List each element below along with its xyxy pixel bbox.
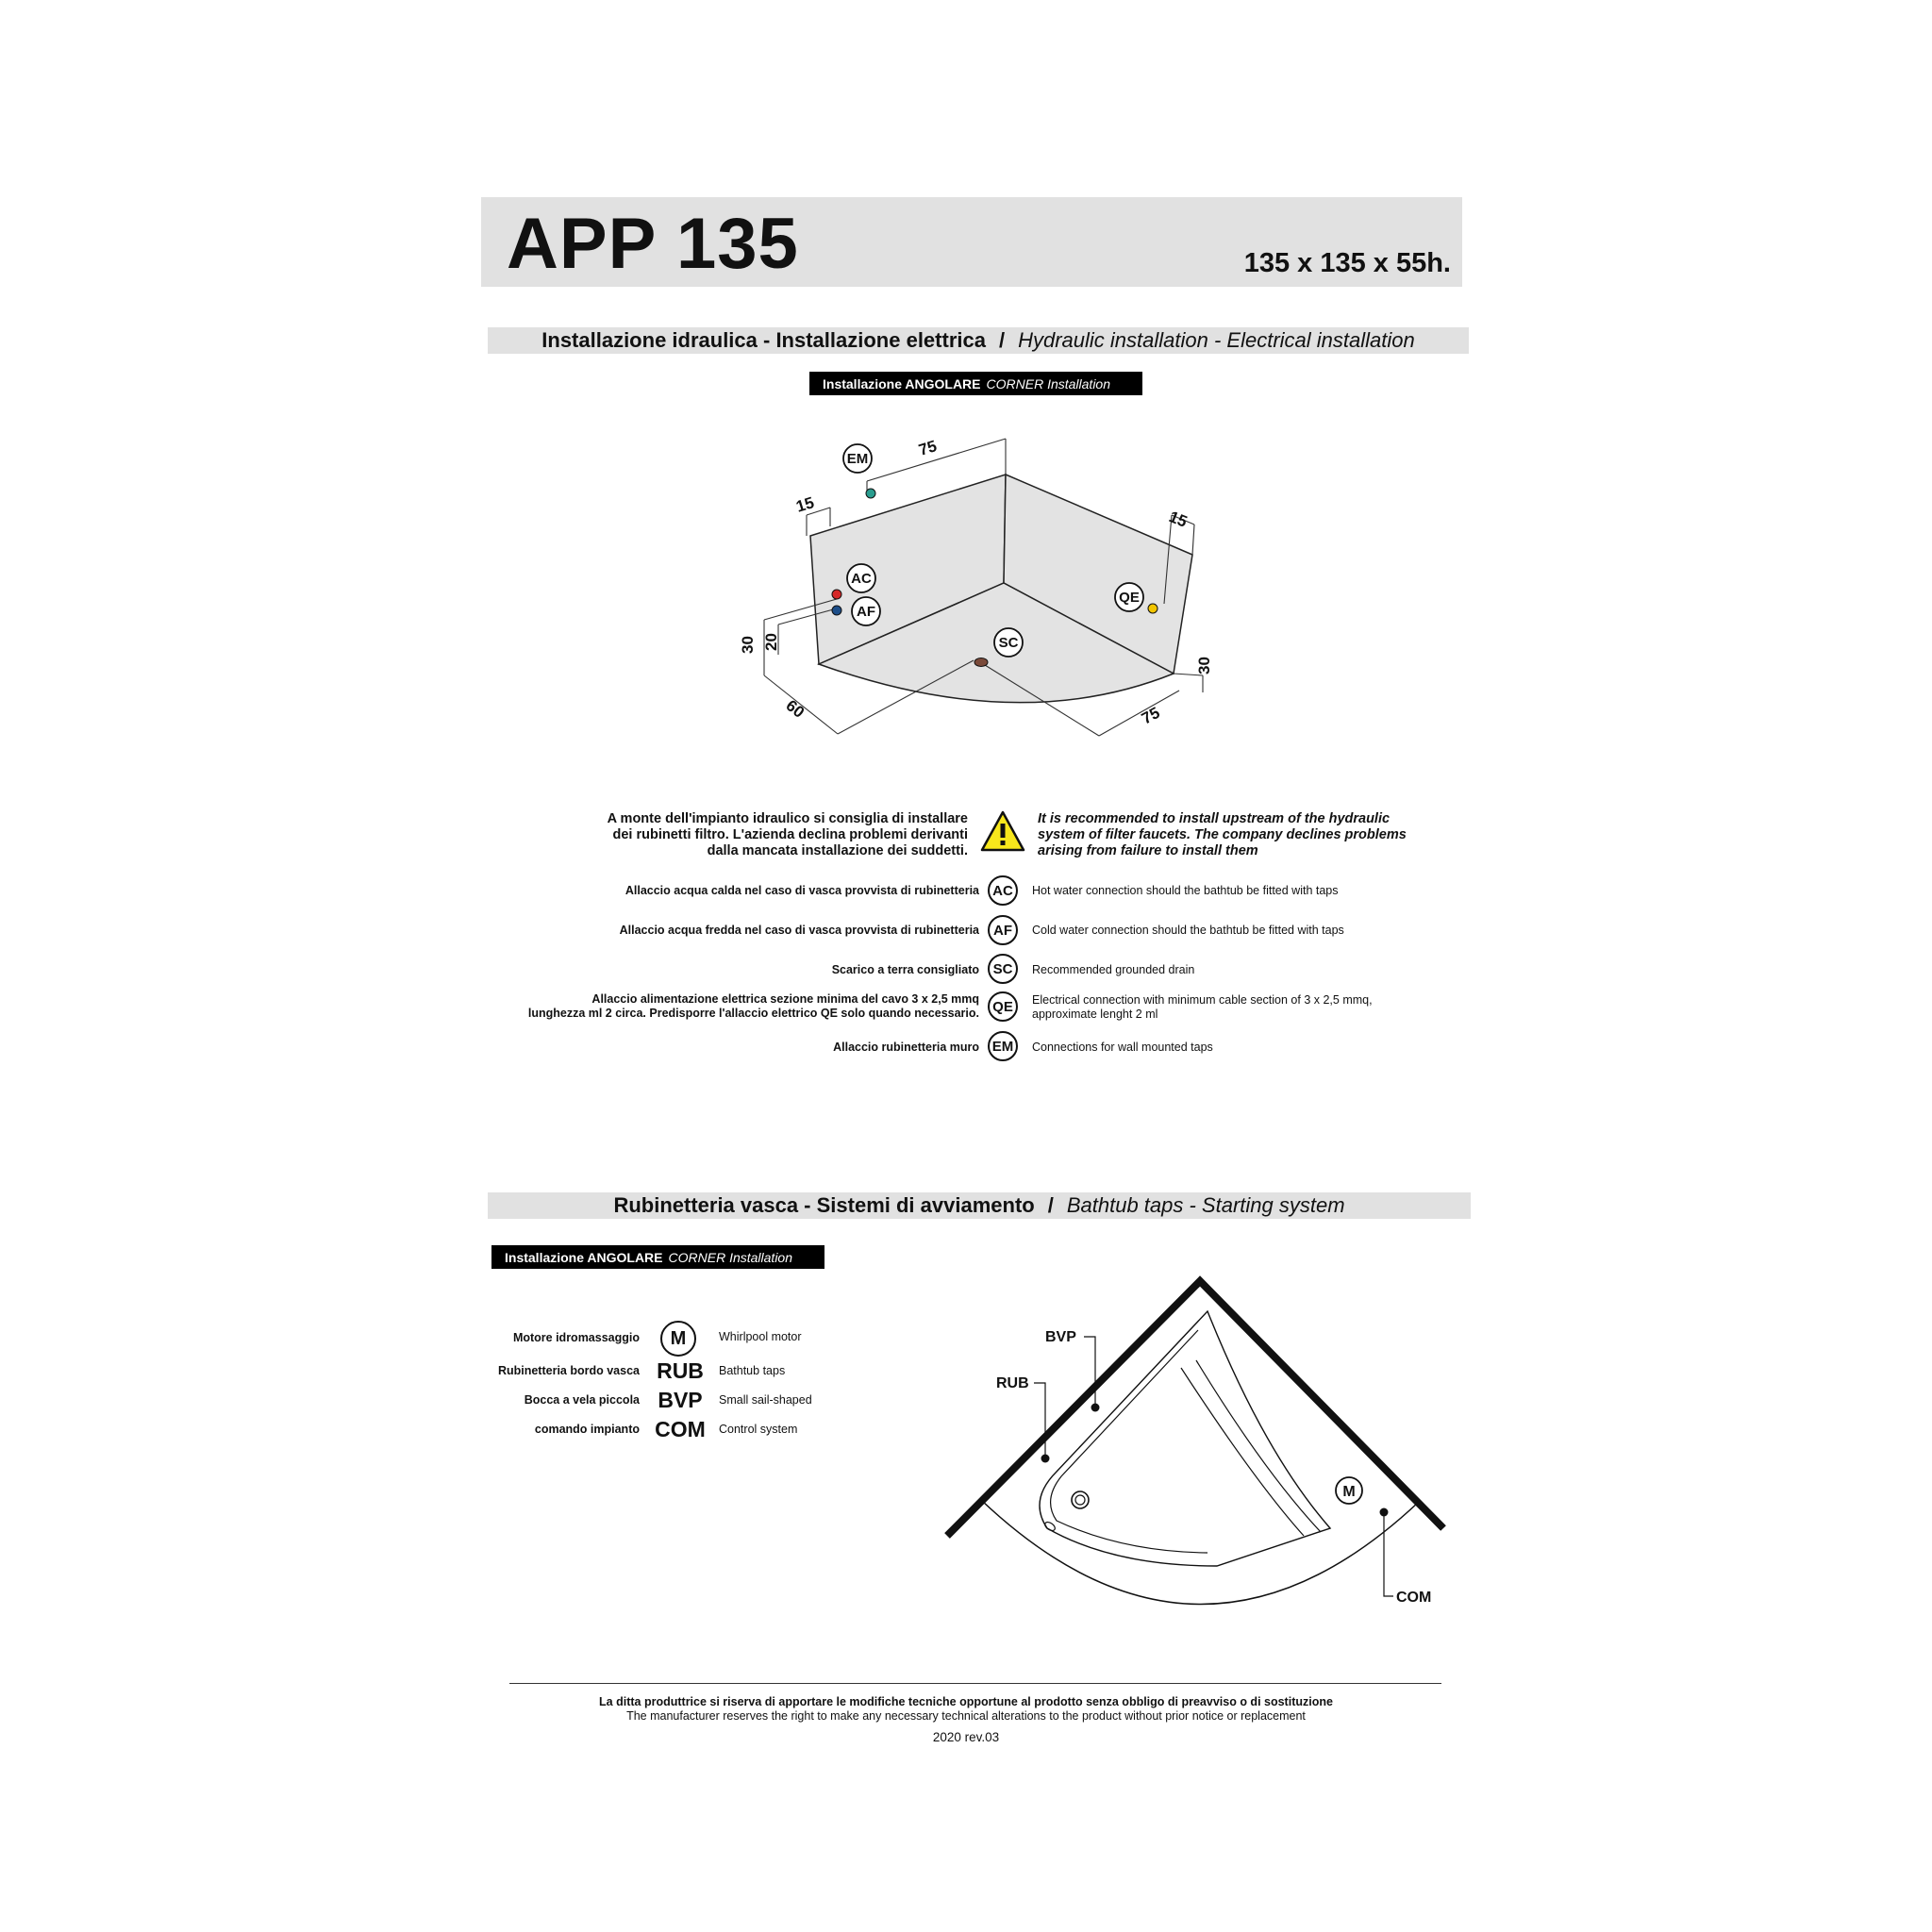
- taps-motor-bubble: M: [660, 1321, 696, 1357]
- bathtub-top-view: [934, 1264, 1462, 1613]
- dim-30-left: 30: [739, 636, 757, 654]
- taps-com-code: COM: [655, 1417, 706, 1441]
- af-label: AF: [857, 604, 875, 620]
- legend-af-it: Allaccio acqua fredda nel caso di vasca provvista di rubinetteria: [619, 924, 979, 937]
- footer-revision: 2020 rev.03: [932, 1730, 1000, 1744]
- dim-60-bottom: 60: [782, 696, 808, 722]
- qe-label: QE: [1119, 590, 1140, 606]
- section2-title-it: Rubinetteria vasca - Sistemi di avviamento: [613, 1193, 1035, 1217]
- tub-basin-inner: [1051, 1330, 1208, 1553]
- legend-qe-en-line: Electrical connection with minimum cable section of 3 x 2,5 mmq,: [1032, 993, 1373, 1007]
- footer-disclaimer-it: La ditta produttrice si riserva di apportare le modifiche tecniche opportune al prodotto senza obbligo di preavviso o di sostituzione: [599, 1695, 1333, 1708]
- tag-it: Installazione ANGOLARE: [823, 375, 981, 391]
- bvp-label: BVP: [1045, 1329, 1076, 1345]
- section2-separator: /: [1047, 1193, 1054, 1217]
- ac-point: [832, 590, 841, 599]
- warning-it-line: dalla mancata installazione dei suddetti.: [707, 843, 968, 858]
- legend-ac-bubble: AC: [988, 875, 1018, 906]
- af-point: [832, 606, 841, 615]
- warning-text-en: [1038, 811, 1453, 859]
- warning-en-line: system of filter faucets. The company declines problems: [1038, 827, 1407, 842]
- drain-icon: [1072, 1491, 1089, 1508]
- warning-en-line: It is recommended to install upstream of the hydraulic: [1038, 811, 1391, 826]
- dim-15-right: 15: [1166, 508, 1191, 531]
- footer-disclaimer-en: The manufacturer reserves the right to make any necessary technical alterations to the product without prior notice or replacement: [626, 1709, 1306, 1723]
- legend-qe-it-line: Allaccio alimentazione elettrica sezione minima del cavo 3 x 2,5 mmq: [591, 992, 979, 1006]
- taps-motor-it: Motore idromassaggio: [512, 1331, 640, 1344]
- warning-en-line: arising from failure to install them: [1038, 843, 1258, 858]
- qe-point: [1148, 604, 1158, 613]
- tub-rim-edge: [981, 1281, 1419, 1502]
- legend-qe-it-line: lunghezza ml 2 circa. Predisporre l'allaccio elettrico QE solo quando necessario.: [527, 1007, 979, 1020]
- com-label: COM: [1396, 1590, 1432, 1606]
- corner-installation-tag: [809, 372, 1142, 395]
- sc-label: SC: [998, 635, 1019, 651]
- corner-installation-tag-2: [491, 1245, 824, 1269]
- legend-ac-en: Hot water connection should the bathtub be fitted with taps: [1032, 884, 1339, 897]
- motor-label: M: [1342, 1484, 1356, 1500]
- legend-qe-bubble: QE: [988, 991, 1018, 1022]
- footer-divider: [509, 1683, 1441, 1684]
- corner-walls: [947, 1281, 1443, 1536]
- model-title: APP 135: [507, 204, 799, 284]
- rub-label: RUB: [996, 1375, 1029, 1391]
- tag2-en: CORNER Installation: [668, 1249, 793, 1265]
- taps-rub-en: Bathtub taps: [719, 1364, 786, 1377]
- ac-label: AC: [851, 571, 872, 587]
- taps-com-en: Control system: [719, 1423, 798, 1436]
- legend-sc-bubble: SC: [988, 954, 1018, 984]
- taps-motor-en: Whirlpool motor: [719, 1330, 802, 1343]
- tag2-it: Installazione ANGOLARE: [505, 1249, 663, 1265]
- taps-bvp-en: Small sail-shaped: [719, 1393, 812, 1407]
- legend-sc-it: Scarico a terra consigliato: [831, 963, 979, 976]
- em-label: EM: [846, 451, 869, 467]
- hydraulic-corner-diagram: [736, 425, 1245, 755]
- legend-af-en: Cold water connection should the bathtub be fitted with taps: [1032, 924, 1344, 937]
- taps-bvp-it: Bocca a vela piccola: [524, 1393, 640, 1407]
- taps-com-it: comando impianto: [534, 1423, 640, 1436]
- dim-75-bottom: 75: [1138, 703, 1163, 728]
- legend-sc-en: Recommended grounded drain: [1032, 963, 1195, 976]
- section2-title-en: Bathtub taps - Starting system: [1066, 1193, 1345, 1217]
- sc-point: [974, 658, 988, 667]
- section-title-it: Installazione idraulica - Installazione elettrica: [541, 328, 986, 352]
- legend-em-bubble: EM: [988, 1031, 1018, 1061]
- tub-seat-line: [1181, 1368, 1304, 1536]
- drain-inner: [1075, 1495, 1085, 1505]
- warning-it-line: A monte dell'impianto idraulico si consiglia di installare: [607, 811, 968, 826]
- tag-en: CORNER Installation: [986, 375, 1111, 391]
- taps-bvp-code: BVP: [658, 1388, 703, 1412]
- legend-af-bubble: AF: [988, 915, 1018, 945]
- taps-rub-it: Rubinetteria bordo vasca: [497, 1364, 640, 1377]
- section-title-en: Hydraulic installation - Electrical installation: [1018, 328, 1415, 352]
- legend-qe-it: [528, 992, 979, 1021]
- warning-text-it: [528, 811, 968, 859]
- dim-20-left: 20: [762, 633, 780, 651]
- legend-em-it: Allaccio rubinetteria muro: [833, 1041, 979, 1054]
- section-header-taps: [488, 1192, 1471, 1219]
- dim-30-right: 30: [1195, 657, 1213, 675]
- taps-rub-code: RUB: [657, 1358, 704, 1383]
- overflow-icon: [1043, 1521, 1057, 1533]
- tub-basin: [1040, 1311, 1330, 1566]
- product-dimensions: 135 x 135 x 55h.: [1243, 248, 1451, 278]
- section-separator: /: [998, 328, 1006, 352]
- dim-75-top: 75: [916, 437, 940, 459]
- warning-icon: [979, 809, 1026, 853]
- legend-em-en: Connections for wall mounted taps: [1032, 1041, 1213, 1054]
- legend-ac-it: Allaccio acqua calda nel caso di vasca provvista di rubinetteria: [625, 884, 979, 897]
- em-point: [866, 489, 875, 498]
- section-header-installation: [488, 327, 1469, 354]
- legend-qe-en-line: approximate lenght 2 ml: [1032, 1008, 1158, 1021]
- dim-15-left: 15: [793, 493, 817, 516]
- warning-it-line: dei rubinetti filtro. L'azienda declina problemi derivanti: [612, 827, 968, 842]
- legend-qe-en: [1032, 993, 1373, 1022]
